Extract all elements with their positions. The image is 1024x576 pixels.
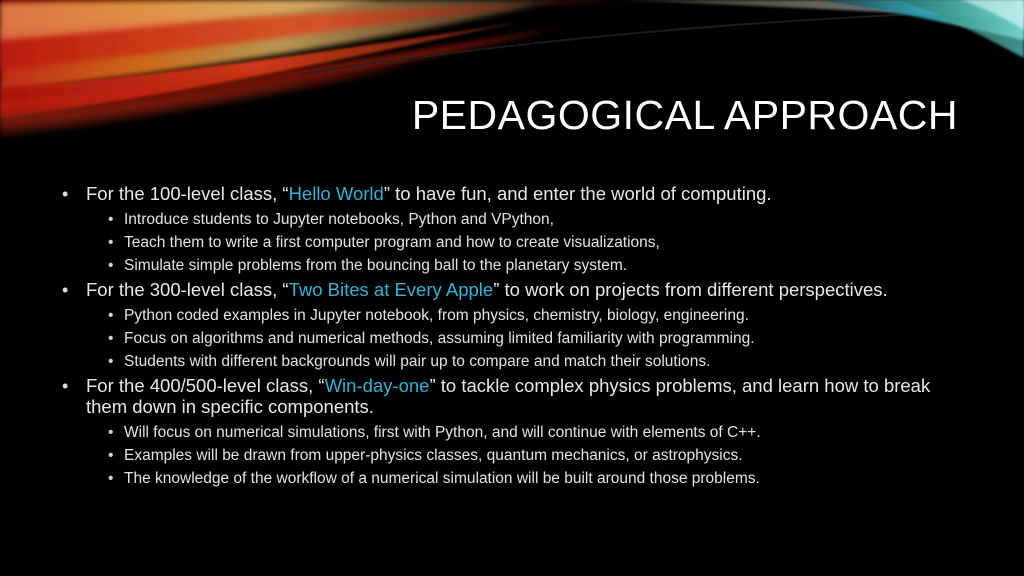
sub-bullet-text: Python coded examples in Jupyter notebook, from physics, chemistry, biology, engineering.	[124, 307, 749, 324]
sub-bullet-item	[108, 421, 962, 444]
bullet-text	[86, 375, 930, 417]
bullet-highlight: Hello World	[288, 183, 384, 204]
bullet-item-100-level	[62, 184, 962, 277]
sub-bullet-list	[86, 304, 962, 373]
bullet-highlight: Win-day-one	[324, 375, 430, 396]
bullet-suffix: ” to work on projects from different perspectives.	[493, 279, 888, 300]
sub-bullet-text: Simulate simple problems from the bouncing ball to the planetary system.	[124, 257, 628, 274]
bullet-prefix: For the 100-level class, “	[86, 183, 289, 204]
sub-bullet-dot-icon: •	[108, 234, 114, 251]
sub-bullet-text: Will focus on numerical simulations, first with Python, and will continue with elements of C++.	[124, 424, 761, 441]
sub-bullet-item	[108, 208, 962, 231]
sub-bullet-text: Teach them to write a first computer program and how to create visualizations,	[124, 234, 660, 251]
bullet-item-300-level	[62, 280, 962, 373]
sub-bullet-item	[108, 444, 962, 467]
slide-title: PEDAGOGICAL APPROACH	[411, 92, 958, 138]
sub-bullet-text: Examples will be drawn from upper-physics classes, quantum mechanics, or astrophysics.	[124, 447, 743, 464]
bullet-text	[86, 183, 772, 204]
bullet-suffix: ” to tackle complex physics problems, and learn how to break them down in specific components.	[86, 375, 931, 417]
sub-bullet-dot-icon: •	[108, 307, 114, 324]
bullet-dot-icon: •	[62, 184, 69, 204]
bullet-list	[62, 184, 962, 490]
sub-bullet-dot-icon: •	[108, 211, 114, 228]
bullet-dot-icon: •	[62, 280, 69, 300]
sub-bullet-item	[108, 231, 962, 254]
sub-bullet-dot-icon: •	[108, 424, 114, 441]
bullet-highlight: Two Bites at Every Apple	[288, 279, 494, 300]
sub-bullet-item	[108, 254, 962, 277]
bullet-text	[86, 279, 888, 300]
slide-content	[62, 184, 962, 493]
bullet-suffix: ” to have fun, and enter the world of computing.	[383, 183, 772, 204]
sub-bullet-text: The knowledge of the workflow of a numerical simulation will be built around those problems.	[124, 470, 760, 487]
bullet-prefix: For the 400/500-level class, “	[86, 375, 325, 396]
sub-bullet-item	[108, 350, 962, 373]
sub-bullet-text: Students with different backgrounds will pair up to compare and match their solutions.	[124, 353, 711, 370]
sub-bullet-dot-icon: •	[108, 257, 114, 274]
sub-bullet-dot-icon: •	[108, 330, 114, 347]
bullet-dot-icon: •	[62, 376, 69, 396]
sub-bullet-dot-icon: •	[108, 470, 114, 487]
sub-bullet-list	[86, 421, 962, 490]
bullet-item-400-500-level	[62, 376, 962, 490]
sub-bullet-text: Focus on algorithms and numerical methods, assuming limited familiarity with programming.	[124, 330, 755, 347]
sub-bullet-list	[86, 208, 962, 277]
bullet-prefix: For the 300-level class, “	[86, 279, 289, 300]
sub-bullet-item	[108, 304, 962, 327]
sub-bullet-dot-icon: •	[108, 447, 114, 464]
sub-bullet-text: Introduce students to Jupyter notebooks, Python and VPython,	[124, 211, 554, 228]
sub-bullet-item	[108, 327, 962, 350]
sub-bullet-dot-icon: •	[108, 353, 114, 370]
sub-bullet-item	[108, 467, 962, 490]
